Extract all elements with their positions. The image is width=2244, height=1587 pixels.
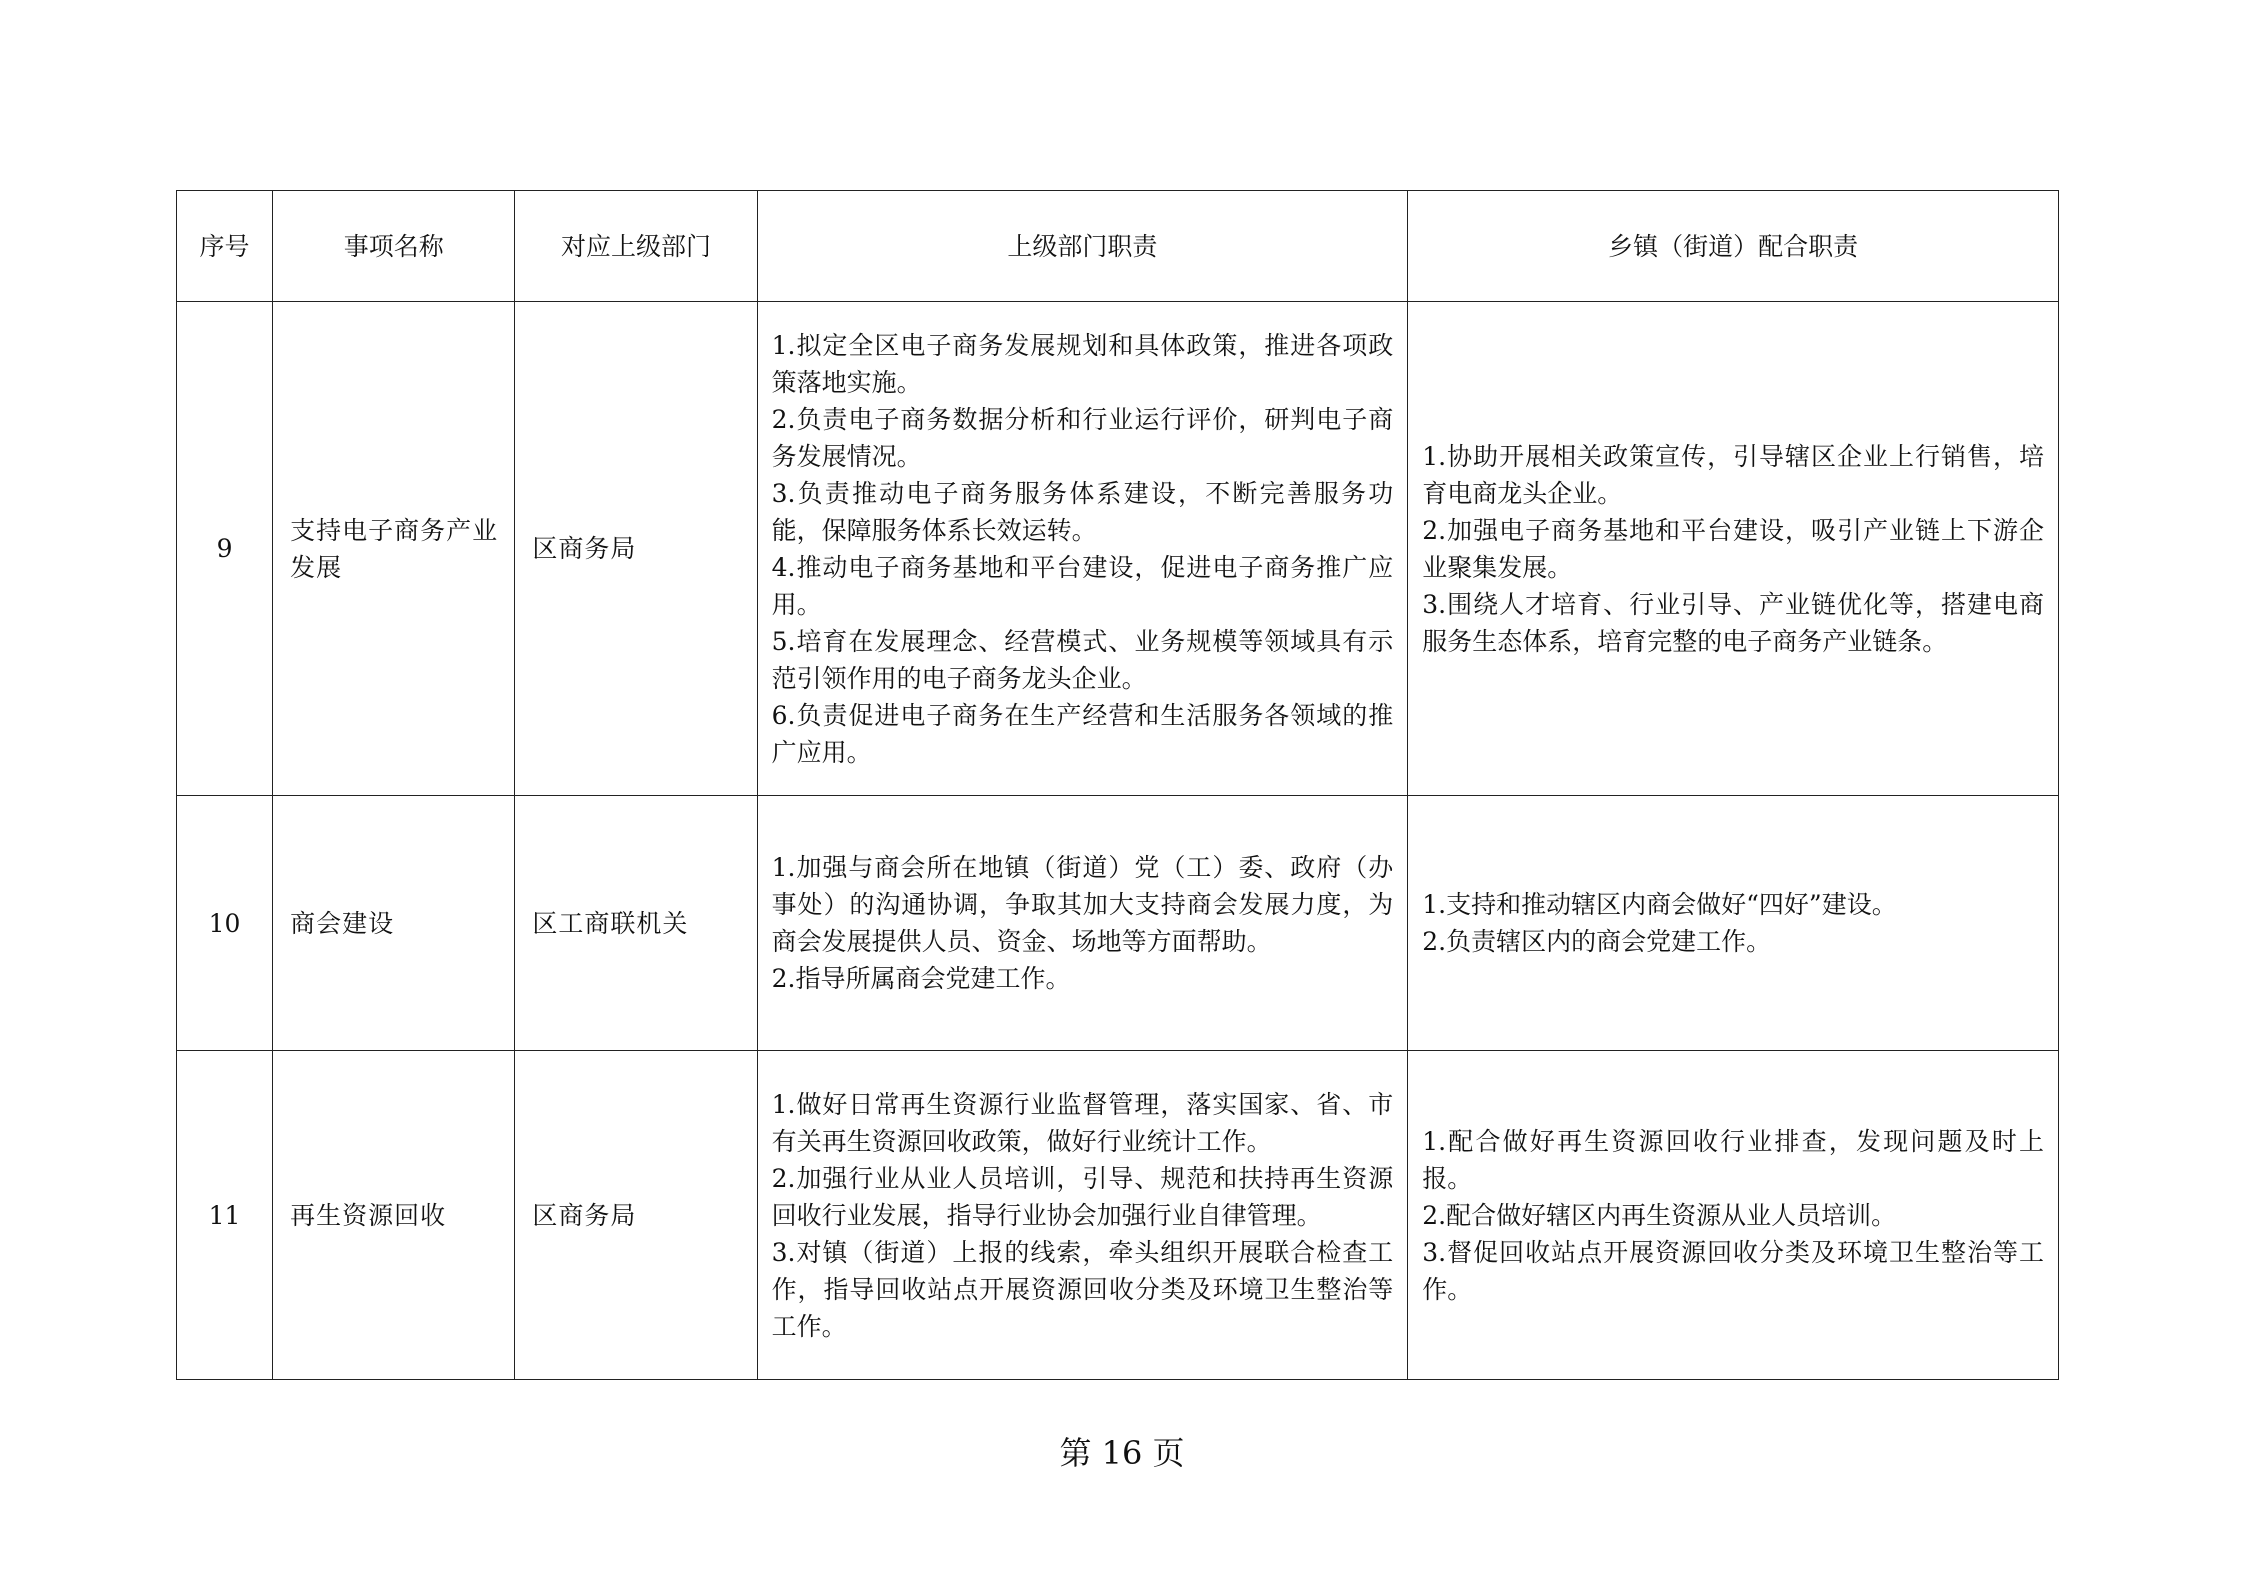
duty-item: 1.做好日常再生资源行业监督管理，落实国家、省、市有关再生资源回收政策，做好行业统计工作。 bbox=[771, 1089, 1394, 1156]
row-township-duties bbox=[1408, 796, 2059, 1051]
duty-item: 1.拟定全区电子商务发展规划和具体政策，推进各项政策落地实施。 bbox=[771, 330, 1394, 397]
row-department: 区商务局 bbox=[515, 1051, 757, 1380]
table-row bbox=[177, 1051, 2059, 1380]
row-serial-number: 11 bbox=[177, 1051, 273, 1380]
header-superior-department: 对应上级部门 bbox=[515, 191, 757, 302]
table-row bbox=[177, 302, 2059, 796]
table-header-row bbox=[177, 191, 2059, 302]
header-item-name: 事项名称 bbox=[273, 191, 515, 302]
row-township-duties bbox=[1408, 302, 2059, 796]
duty-item: 6.负责促进电子商务在生产经营和生活服务各领域的推广应用。 bbox=[771, 700, 1394, 767]
row-superior-duties bbox=[757, 796, 1408, 1051]
row-superior-duties bbox=[757, 1051, 1408, 1380]
duty-item: 2.加强电子商务基地和平台建设，吸引产业链上下游企业聚集发展。 bbox=[1422, 515, 2044, 582]
duty-table bbox=[176, 190, 2059, 1380]
row-department: 区商务局 bbox=[515, 302, 757, 796]
row-township-duties bbox=[1408, 1051, 2059, 1380]
header-serial-number: 序号 bbox=[177, 191, 273, 302]
row-department: 区工商联机关 bbox=[515, 796, 757, 1051]
row-superior-duties bbox=[757, 302, 1408, 796]
row-item-name: 商会建设 bbox=[273, 796, 515, 1051]
duty-item: 1.配合做好再生资源回收行业排查，发现问题及时上报。 bbox=[1422, 1126, 2044, 1193]
duty-item: 2.指导所属商会党建工作。 bbox=[771, 964, 1071, 993]
duty-item: 2.负责电子商务数据分析和行业运行评价，研判电子商务发展情况。 bbox=[771, 404, 1394, 471]
duty-item: 3.负责推动电子商务服务体系建设，不断完善服务功能，保障服务体系长效运转。 bbox=[771, 478, 1394, 545]
row-item-name: 再生资源回收 bbox=[273, 1051, 515, 1380]
row-item-name: 支持电子商务产业发展 bbox=[273, 302, 515, 796]
header-township-duties: 乡镇（街道）配合职责 bbox=[1408, 191, 2059, 302]
duty-item: 3.督促回收站点开展资源回收分类及环境卫生整治等工作。 bbox=[1422, 1237, 2044, 1304]
duty-item: 1.支持和推动辖区内商会做好“四好”建设。 bbox=[1422, 890, 1897, 919]
row-serial-number: 9 bbox=[177, 302, 273, 796]
duty-item: 5.培育在发展理念、经营模式、业务规模等领域具有示范引领作用的电子商务龙头企业。 bbox=[771, 626, 1394, 693]
table-row bbox=[177, 796, 2059, 1051]
duty-item: 4.推动电子商务基地和平台建设，促进电子商务推广应用。 bbox=[771, 552, 1394, 619]
duty-item: 1.协助开展相关政策宣传，引导辖区企业上行销售，培育电商龙头企业。 bbox=[1422, 441, 2044, 508]
row-serial-number: 10 bbox=[177, 796, 273, 1051]
duty-item: 1.加强与商会所在地镇（街道）党（工）委、政府（办事处）的沟通协调，争取其加大支持商会发展力度，为商会发展提供人员、资金、场地等方面帮助。 bbox=[771, 853, 1394, 956]
duty-item: 2.配合做好辖区内再生资源从业人员培训。 bbox=[1422, 1200, 1897, 1230]
duty-item: 3.对镇（街道）上报的线索，牵头组织开展联合检查工作，指导回收站点开展资源回收分类及环境卫生整治等工作。 bbox=[771, 1237, 1394, 1341]
page-number: 第 16 页 bbox=[1059, 1434, 1185, 1472]
duty-item: 2.负责辖区内的商会党建工作。 bbox=[1422, 927, 1772, 956]
duty-item: 3.围绕人才培育、行业引导、产业链优化等，搭建电商服务生态体系，培育完整的电子商务产业链条。 bbox=[1422, 589, 2044, 656]
duty-item: 2.加强行业从业人员培训，引导、规范和扶持再生资源回收行业发展，指导行业协会加强行业自律管理。 bbox=[771, 1163, 1394, 1230]
header-superior-duties: 上级部门职责 bbox=[757, 191, 1408, 302]
